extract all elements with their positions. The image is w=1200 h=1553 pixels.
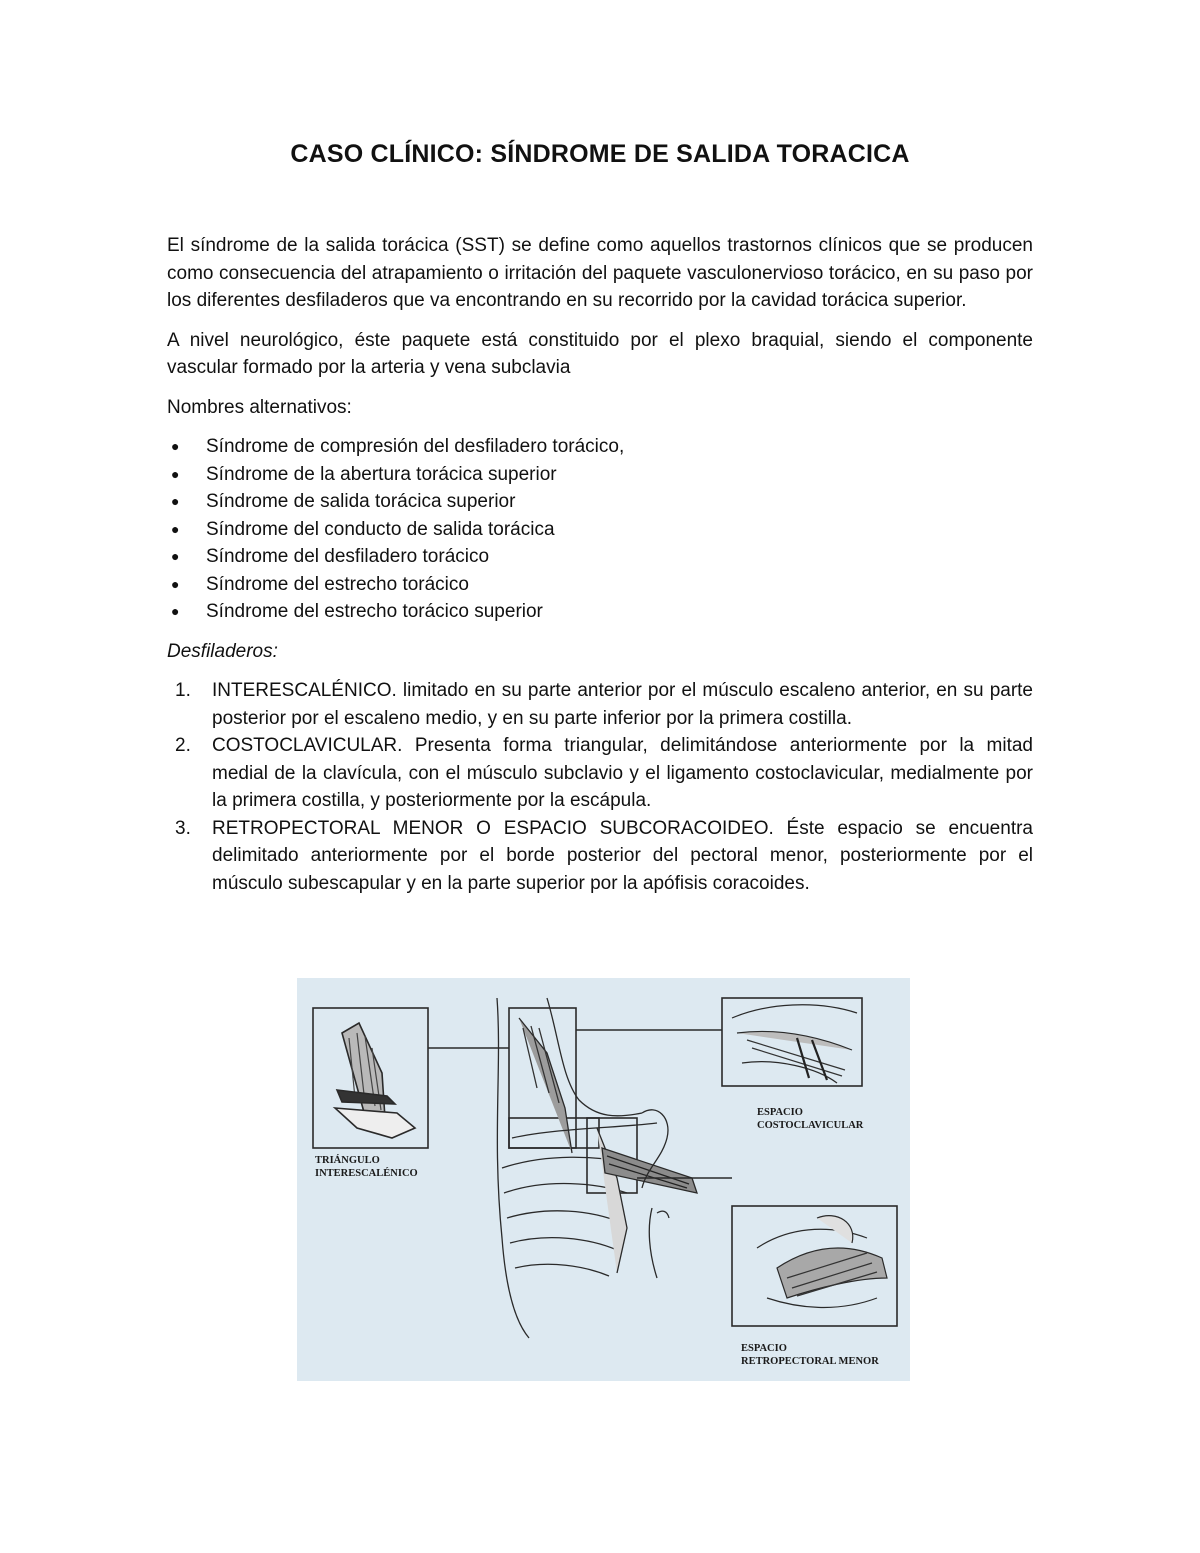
document-body	[167, 232, 1033, 897]
alt-name-text: Síndrome del desfiladero torácico	[206, 546, 490, 567]
gorge-text: INTERESCALÉNICO. limitado en su parte anterior por el músculo escaleno anterior, en su parte posterior por el escaleno medio, y en su parte inferior por la primera costilla.	[212, 680, 1033, 729]
intro-paragraph: El síndrome de la salida torácica (SST) se define como aquellos trastornos clínicos que se producen como consecuencia del atrapamiento o irritación del paquete vasculonervioso torácico, en su paso por los diferentes desfiladeros que va encontrando en su recorrido por la cavidad torácica superior.	[167, 235, 1033, 311]
retropectoral-sketch	[757, 1216, 887, 1308]
gorge-item	[167, 815, 1033, 898]
alt-name-text: Síndrome del conducto de salida torácica	[206, 518, 555, 540]
gorge-text: RETROPECTORAL MENOR O ESPACIO SUBCORACOIDEO. Éste espacio se encuentra delimitado anteriormente por el borde posterior del pectoral menor, posteriormente por el músculo subescapular y en la parte superior por la apófisis coracoides.	[212, 817, 1033, 894]
alt-name-item	[167, 433, 1033, 461]
alt-names-list	[167, 433, 1033, 626]
alt-name-text: Síndrome de la abertura torácica superior	[206, 463, 557, 485]
bullet-icon: ●	[171, 603, 180, 619]
alt-name-item	[167, 516, 1033, 544]
alt-name-text: Síndrome del estrecho torácico superior	[206, 601, 543, 622]
gorge-item	[167, 677, 1033, 732]
alt-names-heading: Nombres alternativos:	[167, 396, 352, 418]
document-title: CASO CLÍNICO: SÍNDROME DE SALIDA TORACICA	[290, 140, 910, 168]
gorges-heading: Desfiladeros:	[167, 640, 278, 662]
costoclavicular-sketch	[732, 1005, 857, 1083]
label-costoclavicular-space: ESPACIO COSTOCLAVICULAR	[757, 1107, 864, 1131]
alt-name-text: Síndrome del estrecho torácico	[206, 573, 469, 595]
thorax-sketch	[497, 998, 697, 1338]
bullet-icon: ●	[171, 575, 180, 592]
bullet-icon: ●	[171, 465, 180, 482]
costoclavicular-inset-frame	[722, 998, 862, 1086]
label-retropectoral-space: ESPACIO RETROPECTORAL MENOR	[741, 1343, 879, 1367]
alt-name-text: Síndrome de salida torácica superior	[206, 491, 516, 512]
alt-name-item	[167, 571, 1033, 599]
center-costoclavicular-frame	[509, 1118, 599, 1148]
gorge-text: COSTOCLAVICULAR. Presenta forma triangular, delimitándose anteriormente por la mitad medial de la clavícula, con el músculo subclavio y el ligamento costoclavicular, medialmente por la primera costilla, y posteriormente por la escápula.	[212, 735, 1033, 811]
gorge-number: 2.	[175, 735, 191, 756]
anatomy-figure	[297, 978, 910, 1381]
bullet-icon: ●	[171, 548, 180, 564]
alt-name-text: Síndrome de compresión del desfiladero torácico,	[206, 436, 625, 457]
gorges-list	[167, 677, 1033, 897]
alt-name-item	[167, 461, 1033, 489]
gorge-number: 1.	[175, 680, 191, 701]
gorge-number: 3.	[175, 817, 191, 839]
alt-name-item	[167, 598, 1033, 626]
bullet-icon: ●	[171, 520, 180, 537]
gorge-item	[167, 732, 1033, 815]
bullet-icon: ●	[171, 438, 180, 454]
interscalene-sketch	[335, 1023, 415, 1138]
label-interscalene-triangle: TRIÁNGULO INTERESCALÉNICO	[315, 1155, 418, 1179]
bullet-icon: ●	[171, 493, 180, 509]
neuro-paragraph: A nivel neurológico, éste paquete está constituido por el plexo braquial, siendo el componente vascular formado por la arteria y vena subclavia	[167, 329, 1033, 378]
alt-name-item	[167, 543, 1033, 571]
alt-name-item	[167, 488, 1033, 516]
